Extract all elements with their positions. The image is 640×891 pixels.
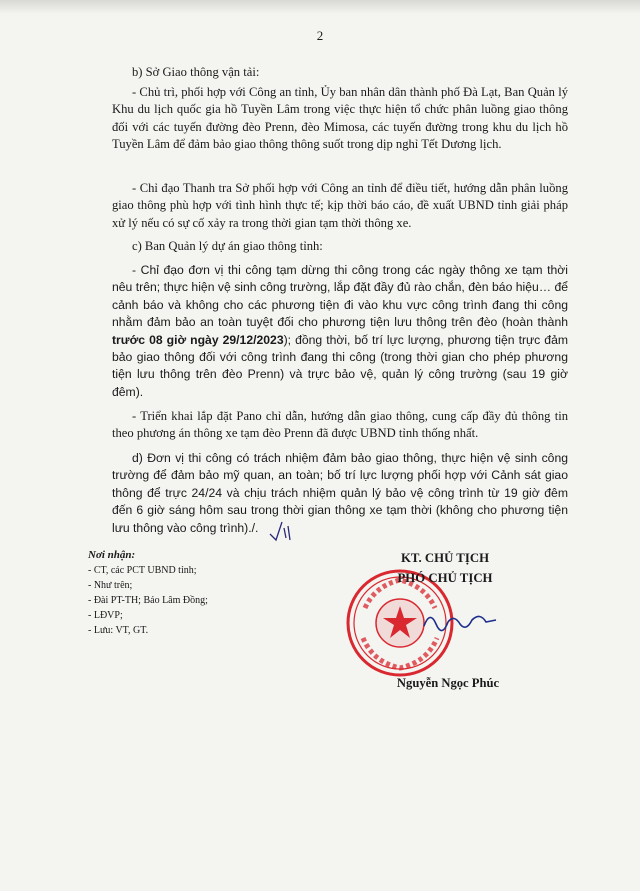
recipient-item: - Như trên;	[88, 580, 133, 591]
section-b-item-2: - Chỉ đạo Thanh tra Sở phối hợp với Công an tỉnh để điều tiết, hướng dẫn phân luồng giao thông phù hợp với tình hình thực tế; kịp thời báo cáo, đề xuất UBND tỉnh giải pháp xử lý nếu có sự cố xảy ra trong thời gian tạm thời thông xe.	[112, 181, 568, 230]
recipients-block	[88, 548, 328, 638]
recipient-item: - LĐVP;	[88, 610, 123, 621]
scan-shadow	[0, 0, 640, 14]
signature-title-line-1: KT. CHỦ TỊCH	[400, 551, 490, 565]
recipient-item: - Lưu: VT, GT.	[88, 625, 149, 636]
recipient-item: - Đài PT-TH; Báo Lâm Đồng;	[88, 595, 208, 606]
section-b-heading: b) Sở Giao thông vận tải:	[132, 65, 260, 79]
signature-title	[370, 548, 520, 588]
section-c-item-1-text-b: ); đồng thời, bố trí lực lượng, phương tiện trực đảm bảo giao thông đối với công trình đang thi công (trong thời gian cho phép phương tiện lưu thông trên đèo Prenn) và trực bảo vệ, quản lý công trường (sau 19 giờ đêm).	[112, 332, 568, 399]
section-c-item-2: - Triển khai lắp đặt Pano chỉ dẫn, hướng dẫn giao thông, cung cấp đầy đủ thông tin theo phương án thông xe tạm đèo Prenn đã được UBND tỉnh thống nhất.	[112, 409, 568, 441]
section-b-item-1: - Chủ trì, phối hợp với Công an tỉnh, Ủy ban nhân dân thành phố Đà Lạt, Ban Quản lý Khu du lịch quốc gia hồ Tuyền Lâm trong việc thực hiện tổ chức phân luồng giao thông đối với các tuyến đường đèo Prenn, đèo Mimosa, các tuyến đường trong khu du lịch hồ Tuyền Lâm để đảm bảo giao thông thông suốt trong dịp nghỉ Tết Dương lịch.	[112, 85, 568, 152]
section-c-heading: c) Ban Quản lý dự án giao thông tỉnh:	[132, 239, 323, 253]
deadline-text: trước 08 giờ ngày 29/12/2023	[112, 332, 284, 347]
page-number: 2	[316, 28, 324, 43]
recipient-item: - CT, các PCT UBND tỉnh;	[88, 565, 197, 576]
handwritten-check-mark	[266, 516, 300, 546]
section-d: d) Đơn vị thi công có trách nhiệm đảm bảo giao thông, thực hiện vệ sinh công trường để đảm bảo mỹ quan, an toàn; bố trí lực lượng phối hợp với Cảnh sát giao thông để trực 24/24 và chịu trách nhiệm quản lý bảo vệ công trình từ 19 giờ đêm đến 6 giờ sáng hôm sau trong thời gian thông xe tạm thời (không cho phương tiện lưu thông vào công trình)./.	[112, 451, 568, 535]
section-c-item-1-text-a: - Chỉ đạo đơn vị thi công tạm dừng thi công trong các ngày thông xe tạm thời nêu trên; thực hiện vệ sinh công trường, lắp đặt đầy đủ rào chắn, đèn báo hiệu… để cảnh báo và không cho các phương tiện đi vào khu vực công trình đang thi công nhằm đảm bảo an toàn tuyệt đối cho phương tiện lưu thông trên đèo (hoàn thành	[112, 263, 568, 330]
signer-name: Nguyễn Ngọc Phúc	[396, 676, 500, 690]
signature-title-line-2: PHÓ CHỦ TỊCH	[397, 571, 493, 585]
section-c-item-1	[112, 262, 568, 401]
handwritten-signature	[420, 606, 500, 636]
recipients-heading: Nơi nhận:	[88, 549, 136, 561]
